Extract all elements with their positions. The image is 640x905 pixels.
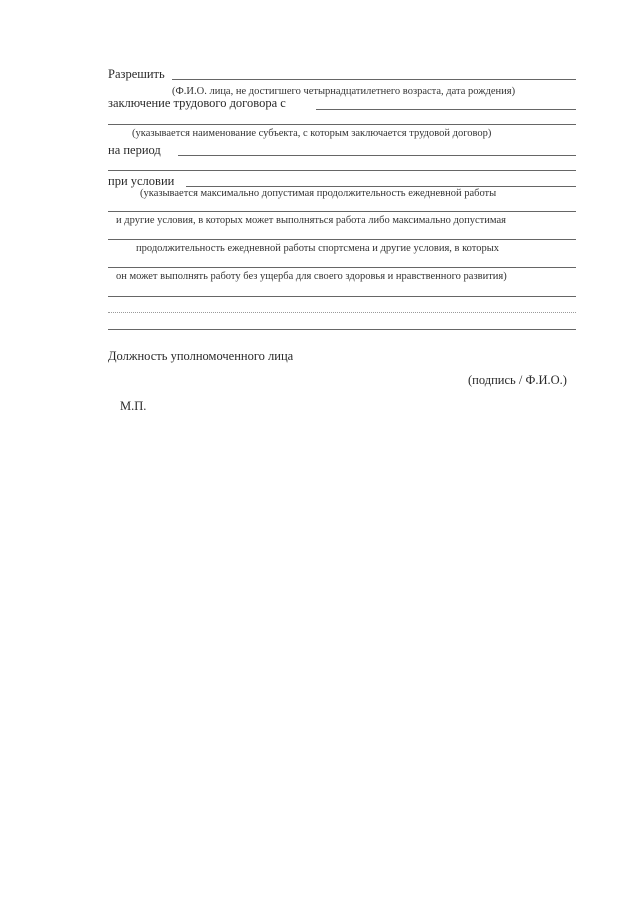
contract-label: заключение трудового договора с xyxy=(108,96,286,110)
fio-hint: (Ф.И.О. лица, не достигшего четырнадцатилетнего возраста, дата рождения) xyxy=(172,86,516,97)
blank-line-3 xyxy=(108,329,576,330)
condition-underline-4 xyxy=(108,267,576,268)
condition-hint-3: продолжительность ежедневной работы спортсмена и другие условия, в которых xyxy=(136,243,500,254)
signature-hint: (подпись / Ф.И.О.) xyxy=(468,373,567,387)
permit-label: Разрешить xyxy=(108,67,165,81)
subject-hint: (указывается наименование субъекта, с которым заключается трудовой договор) xyxy=(132,128,492,139)
condition-hint-2: и другие условия, в которых может выполняться работа либо максимально допустимая xyxy=(116,215,506,226)
period-underline-2 xyxy=(108,170,576,171)
position-label: Должность уполномоченного лица xyxy=(108,349,294,363)
period-label: на период xyxy=(108,143,161,157)
condition-hint-1: (указывается максимально допустимая продолжительность ежедневной работы xyxy=(140,188,497,199)
stamp-label: М.П. xyxy=(120,399,147,413)
condition-underline-2 xyxy=(108,211,576,212)
condition-underline-3 xyxy=(108,239,576,240)
subject-underline xyxy=(108,124,576,125)
condition-hint-4: он может выполнять работу без ущерба для своего здоровья и нравственного развития) xyxy=(116,271,507,282)
period-underline xyxy=(178,155,576,156)
contract-underline xyxy=(316,109,576,110)
blank-line-2 xyxy=(108,312,576,313)
condition-label: при условии xyxy=(108,174,175,188)
blank-line-1 xyxy=(108,296,576,297)
condition-underline xyxy=(186,186,576,187)
fio-underline xyxy=(172,79,576,80)
